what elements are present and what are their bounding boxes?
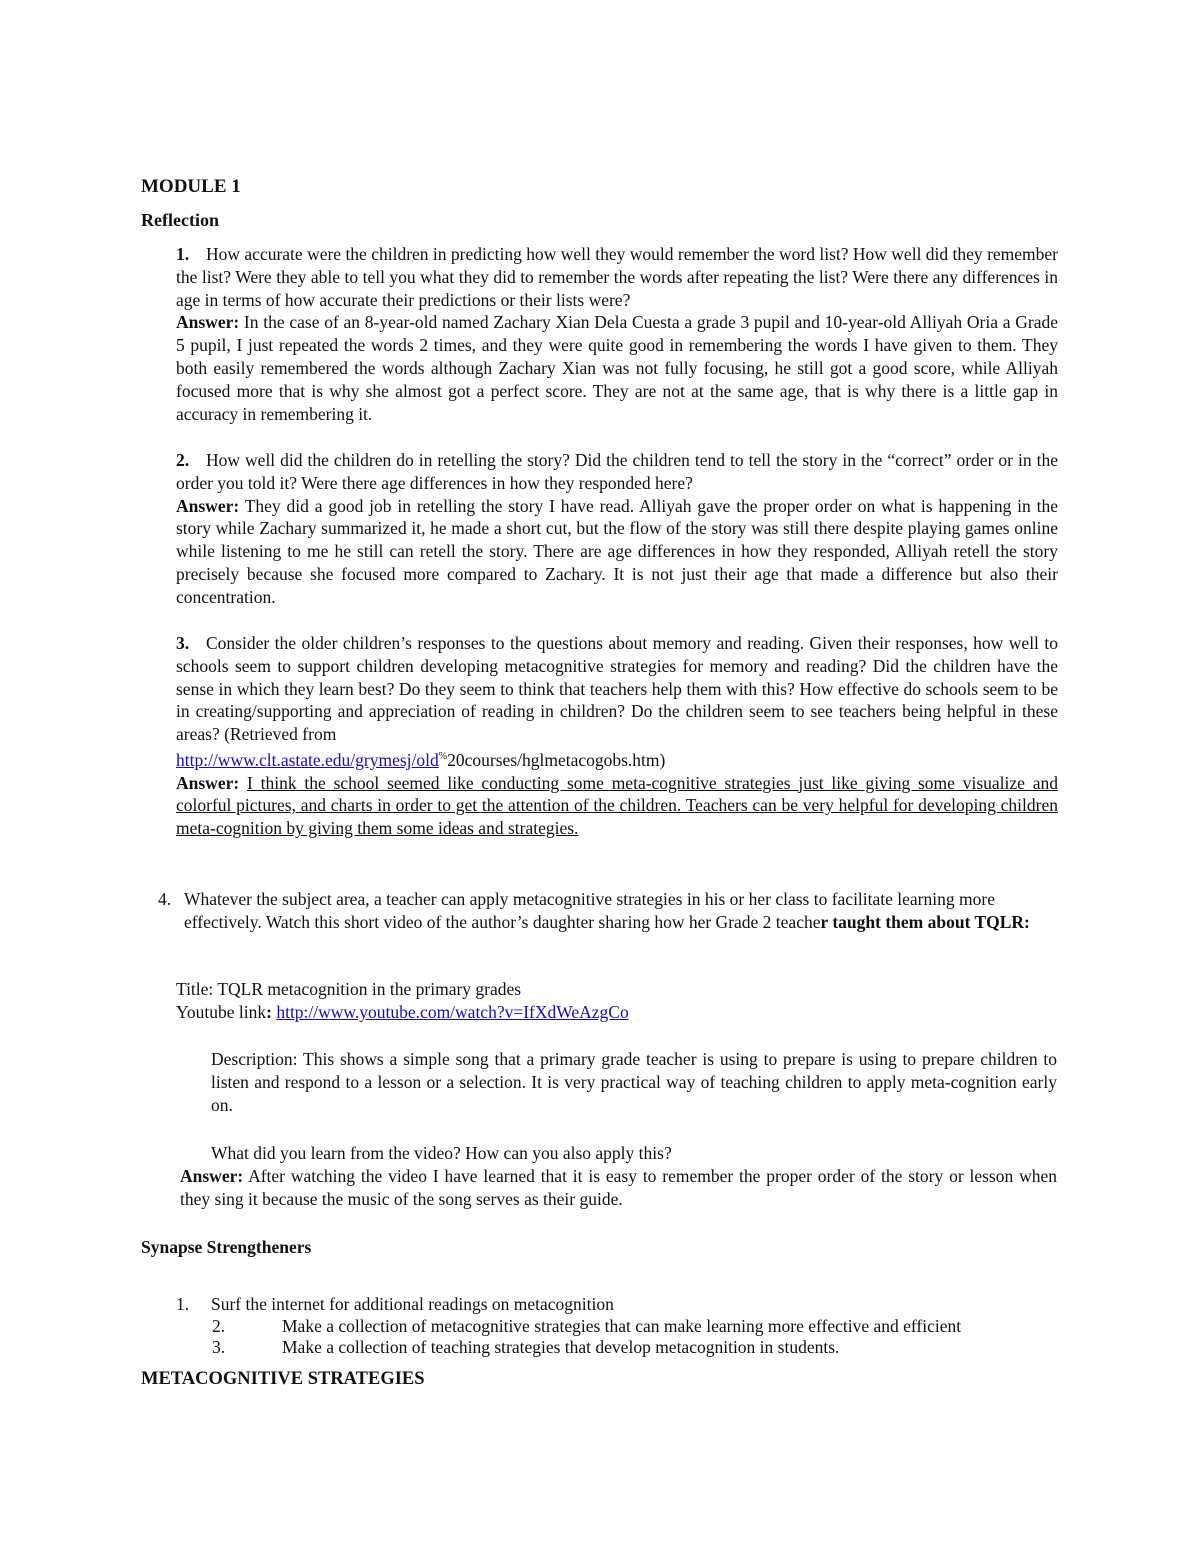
video-prompt: What did you learn from the video? How can you also apply this? bbox=[211, 1143, 672, 1163]
reflection-heading: Reflection bbox=[141, 210, 219, 230]
question-4-number: 4. bbox=[158, 889, 172, 909]
question-1-number: 1. bbox=[176, 244, 190, 264]
retrieved-from-link[interactable]: http://www.clt.astate.edu/grymesj/old bbox=[176, 749, 439, 770]
module-title: MODULE 1 bbox=[141, 176, 241, 197]
retrieved-link-percent: % bbox=[438, 750, 448, 762]
question-3-text: Consider the older children’s responses to the questions about memory and reading. Given their responses, how well to schools seem to support children developing metacognitive strategies for memory and reading? Did the children have the sense in which they learn best? Do they seem to think that teachers help them with this? How effective do schools seem to be in creating/supporting and appreciation of reading in children? Do the children seem to see teachers being helpful in these areas? (Retrieved from bbox=[176, 633, 1058, 745]
video-description: Description: This shows a simple song that a primary grade teacher is using to prepare is using to prepare children to listen and respond to a lesson or a selection. It is very practical way of teaching children to apply meta-cognition early on. bbox=[211, 1049, 1057, 1115]
synapse-item-1-text: Surf the internet for additional readings on metacognition bbox=[211, 1294, 614, 1314]
question-1 bbox=[176, 243, 1058, 425]
youtube-link-colon: : bbox=[266, 1002, 272, 1022]
video-title: Title: TQLR metacognition in the primary grades bbox=[176, 979, 522, 999]
youtube-link[interactable]: http://www.youtube.com/watch?v=IfXdWeAzgCo bbox=[276, 1002, 629, 1022]
answer-3-label: Answer: bbox=[176, 772, 240, 793]
retrieved-link-tail: 20courses/hglmetacogobs.htm) bbox=[447, 749, 666, 770]
synapse-item-2-number: 2. bbox=[212, 1316, 226, 1336]
answer-1-label: Answer: bbox=[176, 312, 240, 333]
question-4 bbox=[158, 888, 1060, 934]
synapse-item-3 bbox=[212, 1336, 840, 1358]
answer-4 bbox=[180, 1165, 1057, 1211]
answer-4-label: Answer: bbox=[180, 1166, 244, 1186]
question-2-number: 2. bbox=[176, 450, 190, 470]
question-2 bbox=[176, 449, 1058, 609]
youtube-link-label: Youtube link bbox=[176, 1002, 267, 1022]
question-1-text: How accurate were the children in predicting how well they would remember the word list? How well did they remember the list? Were they able to tell you what they did to remember the words after repeating the list? Were there any differences in age in terms of how accurate their predictions or their lists were? bbox=[176, 244, 1058, 310]
metacognitive-strategies-heading: METACOGNITIVE STRATEGIES bbox=[141, 1369, 425, 1389]
question-4-text: Whatever the subject area, a teacher can apply metacognitive strategies in his or her class to facilitate learning more effectively. Watch this short video of the author’s daughter sharing how her Grade 2 teache bbox=[184, 889, 995, 932]
answer-2-label: Answer: bbox=[176, 495, 240, 516]
answer-1-text: In the case of an 8-year-old named Zachary Xian Dela Cuesta a grade 3 pupil and 10-year-old Alliyah Oria a Grade 5 pupil, I just repeated the words 2 times, and they were quite good in remembering the words I have given to them. They both easily remembered the words although Zachary Xian was not fully focusing, he still got a good score, while Alliyah focused more that is why she almost got a perfect score. They are not at the same age, that is why there is a little gap in accuracy in remembering it. bbox=[176, 312, 1058, 424]
synapse-item-1-number: 1. bbox=[176, 1294, 190, 1314]
youtube-link-line bbox=[176, 1001, 629, 1023]
question-3 bbox=[176, 632, 1058, 840]
synapse-item-3-text: Make a collection of teaching strategies that develop metacognition in students. bbox=[282, 1337, 840, 1357]
answer-2-text: They did a good job in retelling the story I have read. Alliyah gave the proper order on what is happening in the story while Zachary summarized it, he made a short cut, but the flow of the story was still there despite playing games online while listening to me he still can retell the story. There are age differences in how they responded, Alliyah retell the story precisely because she focused more compared to Zachary. It is not just their age that made a difference but also their concentration. bbox=[176, 495, 1058, 607]
synapse-item-1 bbox=[176, 1293, 614, 1315]
synapse-heading: Synapse Strengtheners bbox=[141, 1237, 312, 1257]
question-4-bold-text: r taught them about TQLR: bbox=[820, 911, 1030, 932]
answer-3-text: I think the school seemed like conducting some meta-cognitive strategies just like giving some visualize and colorful pictures, and charts in order to get the attention of the children. Teachers can be very helpful for developing children meta-cognition by giving them some ideas and strategies. bbox=[176, 772, 1059, 839]
question-3-number: 3. bbox=[176, 633, 190, 653]
synapse-item-2-text: Make a collection of metacognitive strategies that can make learning more effective and efficient bbox=[282, 1316, 962, 1336]
answer-4-text: After watching the video I have learned that it is easy to remember the proper order of the story or lesson when they sing it because the music of the song serves as their guide. bbox=[180, 1166, 1057, 1209]
synapse-item-2 bbox=[212, 1315, 962, 1337]
synapse-item-3-number: 3. bbox=[212, 1337, 226, 1357]
question-2-text: How well did the children do in retelling the story? Did the children tend to tell the story in the “correct” order or in the order you told it? Were there age differences in how they responded here? bbox=[176, 450, 1058, 493]
